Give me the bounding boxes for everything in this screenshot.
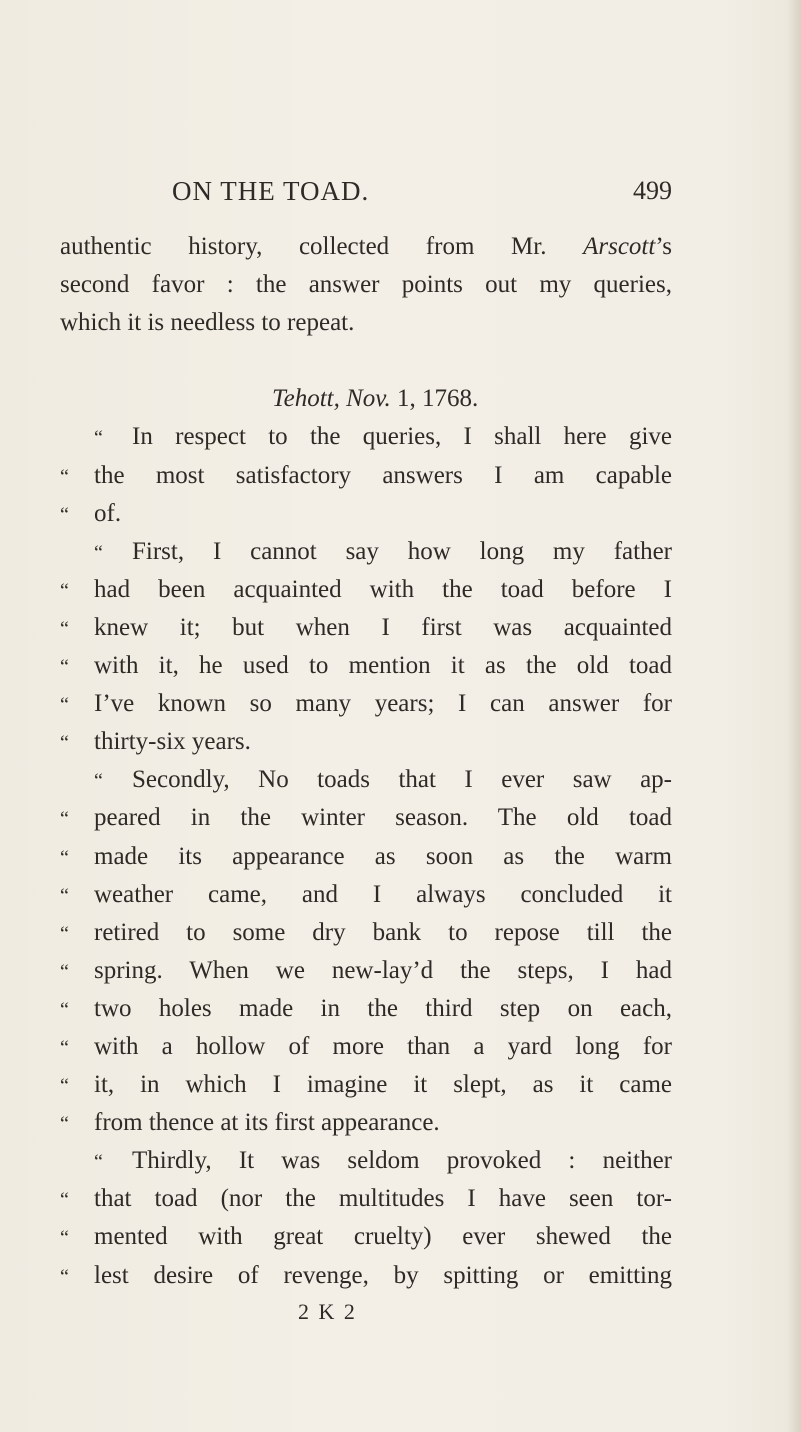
letter-line bbox=[60, 647, 672, 685]
quote-mark: “ bbox=[60, 579, 69, 602]
spacer-line bbox=[60, 342, 672, 380]
letter-line bbox=[60, 914, 672, 952]
letter-line bbox=[60, 533, 672, 571]
letter-line-text: In respect to the queries, I shall here give bbox=[132, 423, 672, 451]
intro-line-1: authentic history, collected from Mr. Arscott’s bbox=[60, 233, 672, 260]
page-header bbox=[60, 176, 672, 210]
letter-line bbox=[60, 1142, 672, 1180]
letter-line bbox=[60, 723, 672, 761]
intro-line-3: which it is needless to repeat. bbox=[60, 309, 355, 337]
letter-line bbox=[60, 838, 672, 876]
name-arscott: Arscott bbox=[583, 233, 656, 260]
running-title: ON THE TOAD. bbox=[172, 176, 370, 206]
quote-mark: “ bbox=[94, 427, 103, 450]
quote-mark: “ bbox=[60, 1227, 69, 1250]
letter-line bbox=[60, 799, 672, 837]
letter-line bbox=[60, 1104, 672, 1142]
dateline-place: Tehott, Nov. bbox=[272, 385, 391, 413]
letter-line bbox=[60, 495, 672, 533]
letter-line-text: Secondly, No toads that I ever saw ap- bbox=[132, 766, 672, 794]
quote-mark: “ bbox=[60, 1265, 69, 1288]
letter-line-text: I’ve known so many years; I can answer for bbox=[94, 690, 672, 718]
letter-line bbox=[60, 418, 672, 456]
letter-line-text: had been acquainted with the toad before I bbox=[94, 575, 672, 603]
quote-mark: “ bbox=[60, 1036, 69, 1059]
letter-line-text: lest desire of revenge, by spitting or emitting bbox=[94, 1261, 672, 1289]
quote-mark: “ bbox=[60, 808, 69, 831]
letter-line-text: with a hollow of more than a yard long for bbox=[94, 1032, 672, 1060]
letter-line bbox=[60, 609, 672, 647]
letter-line-text: the most satisfactory answers I am capable bbox=[94, 461, 672, 489]
letter-line-text: spring. When we new-lay’d the steps, I had bbox=[94, 956, 672, 984]
letter-line bbox=[60, 1180, 672, 1218]
letter-line-text: of. bbox=[94, 499, 122, 527]
quote-mark: “ bbox=[60, 1189, 69, 1212]
letter-line bbox=[60, 1028, 672, 1066]
letter-line-text: First, I cannot say how long my father bbox=[132, 537, 672, 565]
quote-mark: “ bbox=[60, 694, 69, 717]
letter-line bbox=[60, 1218, 672, 1256]
quote-mark: “ bbox=[60, 465, 69, 488]
page-edge-shadow bbox=[787, 0, 801, 1432]
letter-line bbox=[60, 1257, 672, 1295]
letter-line-text: knew it; but when I first was acquainted bbox=[94, 613, 672, 641]
letter-line bbox=[60, 457, 672, 495]
quote-mark: “ bbox=[94, 541, 103, 564]
letter-line-text: mented with great cruelty) ever shewed the bbox=[94, 1223, 672, 1251]
letter-line-text: Thirdly, It was seldom provoked : neither bbox=[132, 1147, 672, 1175]
letter-line-text: thirty-six years. bbox=[94, 728, 251, 756]
letter-line-text: from thence at its first appearance. bbox=[94, 1109, 440, 1137]
quote-mark: “ bbox=[94, 1151, 103, 1174]
dateline bbox=[60, 380, 672, 418]
letter-line bbox=[60, 1066, 672, 1104]
letter-line-text: with it, he used to mention it as the old toad bbox=[94, 652, 672, 680]
letter-line-text: that toad (nor the multitudes I have seen tor- bbox=[94, 1185, 672, 1213]
quote-mark: “ bbox=[60, 922, 69, 945]
printer-signature: 2 K 2 bbox=[298, 1298, 357, 1324]
letter-body bbox=[60, 418, 672, 1294]
letter-line bbox=[60, 952, 672, 990]
letter-line bbox=[60, 876, 672, 914]
quote-mark: “ bbox=[60, 656, 69, 679]
letter-line-text: peared in the winter season. The old toad bbox=[94, 804, 672, 832]
letter-line-text: made its appearance as soon as the warm bbox=[94, 842, 672, 870]
quote-mark: “ bbox=[60, 1075, 69, 1098]
letter-line-text: two holes made in the third step on each, bbox=[94, 994, 672, 1022]
letter-line bbox=[60, 571, 672, 609]
quote-mark: “ bbox=[60, 1113, 69, 1136]
letter-line-text: it, in which I imagine it slept, as it came bbox=[94, 1071, 672, 1099]
quote-mark: “ bbox=[60, 846, 69, 869]
quote-mark: “ bbox=[60, 617, 69, 640]
quote-mark: “ bbox=[60, 998, 69, 1021]
letter-line-text: retired to some dry bank to repose till the bbox=[94, 918, 672, 946]
page-number: 499 bbox=[633, 176, 672, 205]
signature-line bbox=[60, 1295, 672, 1333]
body-text bbox=[60, 228, 672, 1333]
quote-mark: “ bbox=[60, 503, 69, 526]
dateline-date: 1, 1768. bbox=[390, 385, 479, 413]
letter-line-text: weather came, and I always concluded it bbox=[94, 880, 672, 908]
quote-mark: “ bbox=[60, 884, 69, 907]
letter-line bbox=[60, 990, 672, 1028]
letter-line bbox=[60, 685, 672, 723]
letter-line bbox=[60, 761, 672, 799]
quote-mark: “ bbox=[60, 732, 69, 755]
quote-mark: “ bbox=[60, 960, 69, 983]
quote-mark: “ bbox=[94, 770, 103, 793]
intro-line-2: second favor : the answer points out my queries, bbox=[60, 271, 672, 299]
